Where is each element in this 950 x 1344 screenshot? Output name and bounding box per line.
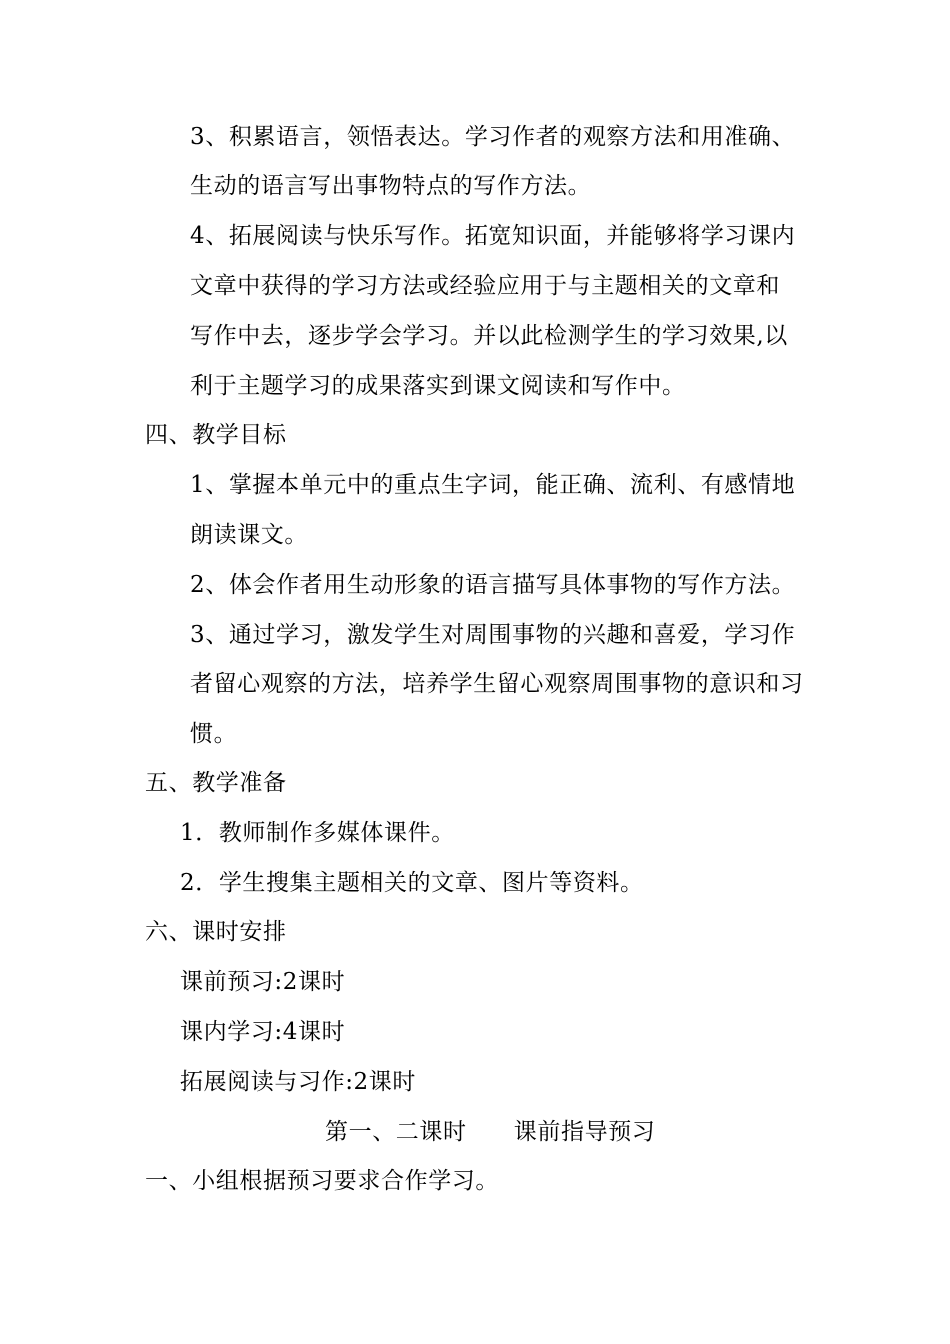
goal4-line2: 文章中获得的学习方法或经验应用于与主题相关的文章和 bbox=[190, 273, 780, 299]
lesson-step1: 一、小组根据预习要求合作学习。 bbox=[145, 1168, 499, 1194]
teaching-goal1-line1: 1、掌握本单元中的重点生字词，能正确、流利、有感情地 bbox=[190, 472, 796, 498]
lesson-title: 第一、二课时 课前指导预习 bbox=[325, 1119, 656, 1145]
section-heading-goals: 四、教学目标 bbox=[145, 422, 287, 448]
schedule-item1: 课前预习:2课时 bbox=[180, 969, 346, 995]
teaching-goal3-line1: 3、通过学习，激发学生对周围事物的兴趣和喜爱，学习作 bbox=[190, 622, 796, 648]
goal4-line4: 利于主题学习的成果落实到课文阅读和写作中。 bbox=[190, 373, 686, 399]
schedule-item3: 拓展阅读与习作:2课时 bbox=[180, 1069, 416, 1095]
goal4-line3: 写作中去，逐步学会学习。并以此检测学生的学习效果,以 bbox=[190, 323, 788, 349]
section-heading-schedule: 六、课时安排 bbox=[145, 919, 287, 945]
prep-item1: 1．教师制作多媒体课件。 bbox=[180, 820, 455, 846]
teaching-goal3-line2: 者留心观察的方法，培养学生留心观察周围事物的意识和习 bbox=[190, 671, 804, 697]
schedule-item2: 课内学习:4课时 bbox=[180, 1019, 346, 1045]
teaching-goal3-line3: 惯。 bbox=[190, 721, 238, 747]
goal4-line1: 4、拓展阅读与快乐写作。拓宽知识面，并能够将学习课内 bbox=[190, 223, 796, 249]
goal3-line2: 生动的语言写出事物特点的写作方法。 bbox=[190, 173, 592, 199]
teaching-goal2-line1: 2、体会作者用生动形象的语言描写具体事物的写作方法。 bbox=[190, 572, 796, 598]
goal3-line1: 3、积累语言，领悟表达。学习作者的观察方法和用准确、 bbox=[190, 124, 796, 150]
teaching-goal1-line2: 朗读课文。 bbox=[190, 522, 308, 548]
section-heading-prep: 五、教学准备 bbox=[145, 770, 287, 796]
prep-item2: 2．学生搜集主题相关的文章、图片等资料。 bbox=[180, 870, 644, 896]
